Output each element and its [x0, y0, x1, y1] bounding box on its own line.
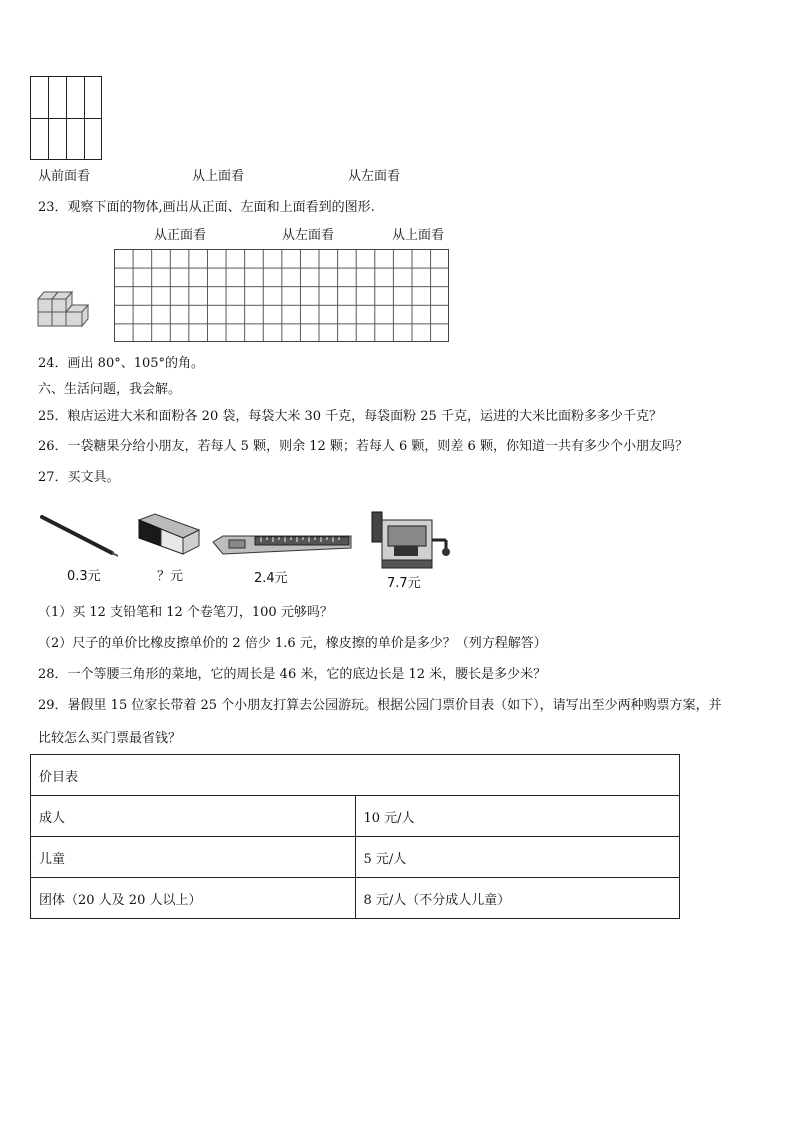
- price-table: [30, 754, 680, 919]
- pencil-sharpener-icon: [368, 506, 454, 572]
- drawing-grid[interactable]: [114, 249, 449, 342]
- question-27-sub1: （1）买 12 支铅笔和 12 个卷笔刀，100 元够吗？: [38, 605, 333, 620]
- question-27-sub2: （2）尺子的单价比橡皮擦单价的 2 倍少 1.6 元，橡皮擦的单价是多少？（列方程解答）: [38, 636, 547, 651]
- table-row: [31, 837, 680, 878]
- question-26: 26．一袋糖果分给小朋友，若每人 5 颗，则余 12 颗；若每人 6 颗，则差 6 颗，你知道一共有多少个小朋友吗？: [38, 439, 688, 454]
- question-29-line2: 比较怎么买门票最省钱？: [38, 731, 182, 746]
- eraser-price: ？元: [157, 569, 184, 584]
- q23-label-top: 从上面看: [392, 228, 445, 243]
- pencil-price: 0.3元: [67, 569, 101, 584]
- pencil-icon: [38, 511, 120, 559]
- question-24: 24．画出 80°、105°的角。: [38, 356, 205, 371]
- cube-stack-figure: [36, 289, 94, 331]
- question-27: 27．买文具。: [38, 470, 120, 485]
- table-cell-price: 5 元/人: [355, 837, 680, 878]
- table-cell-price: 8 元/人（不分成人儿童）: [355, 878, 680, 919]
- label-top-view: 从上面看: [192, 169, 245, 184]
- table-row: [31, 878, 680, 919]
- eraser-icon: [133, 512, 201, 558]
- table-row: [31, 796, 680, 837]
- label-left-view: 从左面看: [348, 169, 401, 184]
- section-six-heading: 六、生活问题，我会解。: [38, 382, 182, 397]
- table-cell-label: 团体（20 人及 20 人以上）: [31, 878, 356, 919]
- view-grid-drawing: [30, 76, 102, 160]
- question-23: 23．观察下面的物体,画出从正面、左面和上面看到的图形.: [38, 200, 375, 215]
- table-cell-label: 儿童: [31, 837, 356, 878]
- table-cell-price: 10 元/人: [355, 796, 680, 837]
- ruler-icon: [211, 528, 355, 558]
- question-25: 25．粮店运进大米和面粉各 20 袋，每袋大米 30 千克，每袋面粉 25 千克，运进的大米比面粉多多少千克？: [38, 409, 662, 424]
- table-title-row: [31, 755, 680, 796]
- table-title: 价目表: [31, 755, 680, 796]
- sharpener-price: 7.7元: [387, 576, 421, 591]
- q23-label-left: 从左面看: [282, 228, 335, 243]
- q23-label-front: 从正面看: [154, 228, 207, 243]
- question-29-line1: 29．暑假里 15 位家长带着 25 个小朋友打算去公园游玩。根据公园门票价目表（如下），请写出至少两种购票方案，并: [38, 698, 722, 713]
- table-cell-label: 成人: [31, 796, 356, 837]
- ruler-price: 2.4元: [254, 571, 288, 586]
- label-front-view: 从前面看: [38, 169, 91, 184]
- question-28: 28．一个等腰三角形的菜地，它的周长是 46 米，它的底边长是 12 米，腰长是多少米？: [38, 667, 547, 682]
